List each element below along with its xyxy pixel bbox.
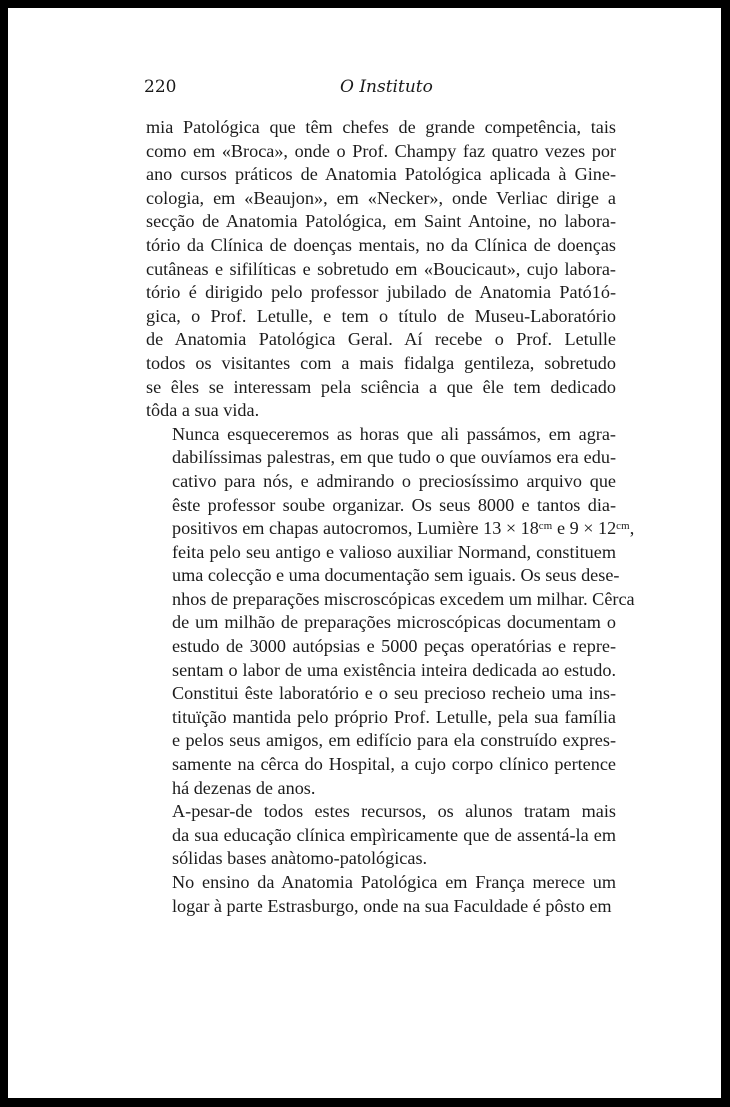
paragraph — [146, 116, 616, 423]
paragraph — [146, 871, 616, 918]
text-line: samente na cêrca do Hospital, a cujo corpo clínico pertence — [172, 754, 616, 775]
paragraph — [146, 423, 635, 801]
text-line: positivos em chapas autocromos, Lumière 13 × 18ᶜᵐ e 9 × 12ᶜᵐ, — [172, 518, 635, 539]
text-line: êste professor soube organizar. Os seus 8000 e tantos dia- — [172, 494, 616, 515]
text-line: e pelos seus amigos, em edifício para ela construído expres- — [172, 730, 616, 751]
text-line: gica, o Prof. Letulle, e tem o título de Museu-Laboratório — [146, 305, 616, 326]
text-line: Constitui êste laboratório e o seu precioso recheio uma ins- — [172, 683, 616, 704]
text-line: tório da Clínica de doenças mentais, no da Clínica de doenças — [146, 234, 616, 255]
text-line: cologia, em «Beaujon», em «Necker», onde Verliac dirige a — [146, 187, 616, 208]
text-line: logar à parte Estrasburgo, onde na sua Faculdade é pôsto em — [172, 895, 612, 916]
text-line: nhos de preparações miscroscópicas excedem um milhar. Cêrca — [172, 588, 635, 609]
text-line: ano cursos práticos de Anatomia Patológica aplicada à Gine- — [146, 164, 616, 185]
text-line: mia Patológica que têm chefes de grande competência, tais — [146, 117, 616, 137]
page-header — [144, 77, 624, 107]
text-line: cativo para nós, e admirando o preciosíssimo arquivo que — [172, 470, 616, 491]
text-line: secção de Anatomia Patológica, em Saint Antoine, no labora- — [146, 211, 616, 232]
text-line: uma colecção e uma documentação sem iguais. Os seus dese- — [172, 565, 620, 586]
text-line: No ensino da Anatomia Patológica em França merece um — [172, 872, 616, 892]
running-title: O Instituto — [340, 77, 433, 97]
text-line: A-pesar-de todos estes recursos, os alunos tratam mais — [172, 801, 616, 822]
text-line: feita pelo seu antigo e valioso auxiliar Normand, constituem — [172, 541, 616, 562]
text-line: como em «Broca», onde o Prof. Champy faz quatro vezes por — [146, 140, 616, 161]
text-line: Nunca esqueceremos as horas que ali passámos, em agra- — [172, 423, 616, 444]
text-line: todos os visitantes com a mais fidalga gentileza, sobretudo — [146, 352, 616, 373]
text-line: da sua educação clínica empìricamente que de assentá-la em — [172, 824, 616, 845]
body-text — [146, 116, 635, 918]
paragraph — [146, 800, 616, 871]
text-line: dabilíssimas palestras, em que tudo o que ouvíamos era edu- — [172, 447, 616, 468]
text-line: sólidas bases anàtomo-patológicas. — [172, 848, 428, 869]
page-number: 220 — [144, 77, 177, 97]
text-line: de um milhão de preparações microscópicas documentam o — [172, 612, 616, 633]
text-line: tituïção mantida pelo próprio Prof. Letulle, pela sua família — [172, 706, 616, 727]
text-line: há dezenas de anos. — [172, 777, 316, 798]
book-page — [8, 8, 721, 1098]
text-line: tôda a sua vida. — [146, 400, 260, 421]
text-line: se êles se interessam pela sciência a que êle tem dedicado — [146, 376, 616, 397]
text-line: de Anatomia Patológica Geral. Aí recebe o Prof. Letulle — [146, 329, 616, 350]
text-line: sentam o labor de uma existência inteira dedicada ao estudo. — [172, 659, 616, 680]
text-line: cutâneas e sifilíticas e sobretudo em «Boucicaut», cujo labora- — [146, 258, 616, 279]
text-line: tório é dirigido pelo professor jubilado de Anatomia Pató1ó- — [146, 282, 616, 303]
text-line: estudo de 3000 autópsias e 5000 peças operatórias e repre- — [172, 636, 616, 657]
